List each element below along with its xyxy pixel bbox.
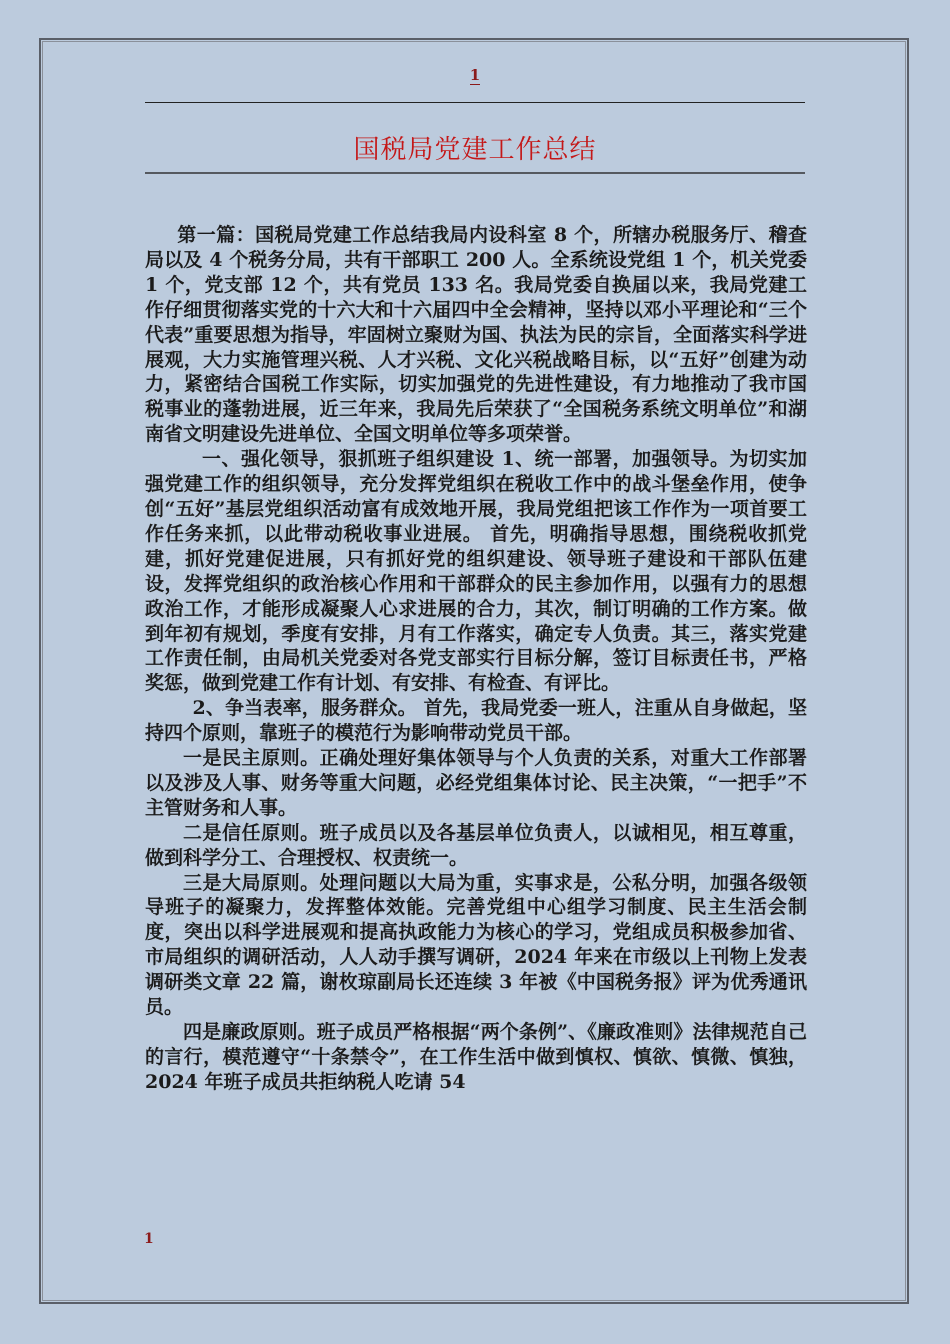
paragraph-section-two: 2、争当表率，服务群众。 首先，我局党委一班人，注重从自身做起，坚持四个原则，靠班子的模范行为影响带动党员干部。 (145, 697, 807, 745)
paragraph-principle-trust: 二是信任原则。班子成员以及各基层单位负责人，以诚相见，相互尊重，做到科学分工、合理授权、权责统一。 (145, 821, 807, 869)
footer-page-number: 1 (144, 1231, 154, 1247)
header-page-number: 1 (469, 66, 481, 84)
document-body (145, 223, 807, 1095)
paragraph-principle-democracy: 一是民主原则。正确处理好集体领导与个人负责的关系，对重大工作部署以及涉及人事、财务等重大问题，必经党组集体讨论、民主决策，“一把手”不主管财务和人事。 (145, 747, 807, 819)
title-divider (145, 172, 805, 174)
paragraph-principle-overall: 三是大局原则。处理问题以大局为重，实事求是，公私分明，加强各级领导班子的凝聚力，发挥整体效能。完善党组中心组学习制度、民主生活会制度，突出以科学进展观和提高执政能力为核心的学习，党组成员积极参加省、市局组织的调研活动，人人动手撰写调研，2024 年来在市级以上刊物上发表调研类文章 22 篇，谢枚琼副局长还连续 3 年被《中国税务报》评为优秀通讯员。 (145, 871, 807, 1019)
document-title: 国税局党建工作总结 (353, 135, 597, 165)
paragraph-intro: 第一篇：国税局党建工作总结我局内设科室 8 个，所辖办税服务厅、稽查局以及 4 个税务分局，共有干部职工 200 人。全系统设党组 1 个，机关党委 1 个，党支部 12 个，共有党员 133 名。我局党委自换届以来，我局党建工作仔细贯彻落实党的十六大和十六届四中全会精神，坚持以邓小平理论和“三个代表”重要思想为指导，牢固树立聚财为国、执法为民的宗旨，全面落实科学进展观，大力实施管理兴税、人才兴税、文化兴税战略目标，以“五好”创建为动力，紧密结合国税工作实际，切实加强党的先进性建设，有力地推动了我市国税事业的蓬勃进展，近三年来，我局先后荣获了“全国税务系统文明单位”和湖南省文明建设先进单位、全国文明单位等多项荣誉。 (145, 224, 807, 446)
paragraph-section-one: 一、强化领导，狠抓班子组织建设 1、统一部署，加强领导。为切实加强党建工作的组织领导，充分发挥党组织在税收工作中的战斗堡垒作用，使争创“五好”基层党组织活动富有成效地开展，我局党组把该工作作为一项首要工作任务来抓，以此带动税收事业进展。 首先，明确指导思想，围绕税收抓党建，抓好党建促进展，只有抓好党的组织建设、领导班子建设和干部队伍建设，发挥党组织的政治核心作用和干部群众的民主参加作用，以强有力的思想政治工作，才能形成凝聚人心求进展的合力，其次，制订明确的工作方案。做到年初有规划，季度有安排，月有工作落实，确定专人负责。其三，落实党建工作责任制，由局机关党委对各党支部实行目标分解，签订目标责任书，严格奖惩，做到党建工作有计划、有安排、有检查、有评比。 (145, 448, 807, 695)
header-divider (145, 102, 805, 103)
paragraph-principle-integrity: 四是廉政原则。班子成员严格根据“两个条例”、《廉政准则》法律规范自己的言行，模范遵守“十条禁令”，在工作生活中做到慎权、慎欲、慎微、慎独，2024 年班子成员共拒纳税人吃请 54 (145, 1021, 807, 1093)
